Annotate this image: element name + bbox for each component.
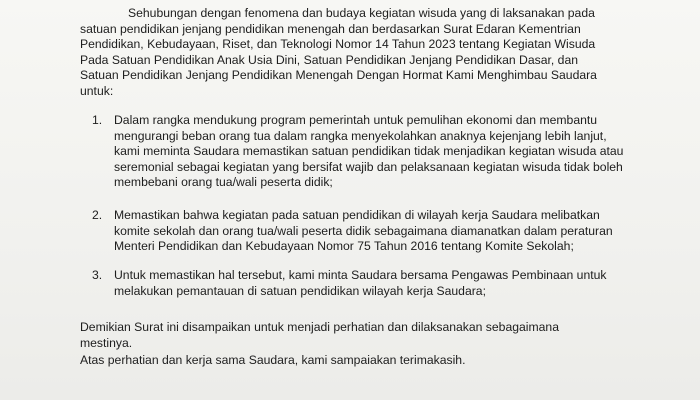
intro-line: Pendidikan, Kebudayaan, Riset, dan Teknologi Nomor 14 Tahun 2023 tentang Kegiatan Wisuda xyxy=(80,37,596,51)
closing-line: Demikian Surat ini disampaikan untuk menjadi perhatian dan dilaksanakan sebagaimana xyxy=(80,320,559,334)
list-number: 1. xyxy=(92,113,103,127)
list-item-line: mengurangi beban orang tua dalam rangka menyekolahkan anaknya kejenjang lebih lanjut, xyxy=(114,128,607,143)
intro-line: Pada Satuan Pendidikan Anak Usia Dini, Satuan Pendidikan Jenjang Pendidikan Dasar, dan xyxy=(80,52,579,67)
intro-line: Sehubungan dengan fenomena dan budaya kegiatan wisuda yang di laksanakan pada xyxy=(128,6,595,20)
list-item-line: Dalam rangka mendukung program pemerintah untuk pemulihan ekonomi dan membantu xyxy=(114,113,598,127)
list-item-line: kami meminta Saudara memastikan satuan pendidikan tidak menjadikan kegiatan wisuda atau xyxy=(114,144,624,158)
intro-line: Satuan Pendidikan Jenjang Pendidikan Menengah Dengan Hormat Kami Menghimbau Saudara xyxy=(80,68,597,82)
intro-paragraph xyxy=(80,6,650,99)
closing-paragraph xyxy=(80,320,650,351)
list-item-line: Memastikan bahwa kegiatan pada satuan pendidikan di wilayah kerja Saudara melibatkan xyxy=(114,208,600,222)
list-number: 3. xyxy=(92,268,103,282)
list-item-line: Menteri Pendidikan dan Kebudayaan Nomor 75 Tahun 2016 tentang Komite Sekolah; xyxy=(114,239,574,253)
list-item-line: melakukan pemantauan di satuan pendidikan wilayah kerja Saudara; xyxy=(114,283,486,298)
thanks-line: Atas perhatian dan kerja sama Saudara, kami sampaiakan terimakasih. xyxy=(80,353,466,367)
intro-line: untuk: xyxy=(80,83,114,98)
list-item-2 xyxy=(92,208,648,255)
list-item-line: komite sekolah dan orang tua/wali peserta didik sebagaimana diamanatkan dalam peraturan xyxy=(114,223,613,238)
list-item-line: seremonial sebagai kegiatan yang bersifat wajib dan pelaksanaan kegiatan wisuda tidak boleh xyxy=(114,159,623,174)
closing-line: mestinya. xyxy=(80,335,133,350)
list-item-1 xyxy=(92,113,648,191)
list-item-3 xyxy=(92,268,648,299)
list-number: 2. xyxy=(92,208,103,222)
list-item-line: Untuk memastikan hal tersebut, kami minta Saudara bersama Pengawas Pembinaan untuk xyxy=(114,268,607,282)
thanks-paragraph xyxy=(80,353,650,369)
intro-line: satuan pendidikan jenjang pendidikan menengah dan berdasarkan Surat Edaran Kementrian xyxy=(80,21,581,36)
list-item-line: membebani orang tua/wali peserta didik; xyxy=(114,175,333,189)
